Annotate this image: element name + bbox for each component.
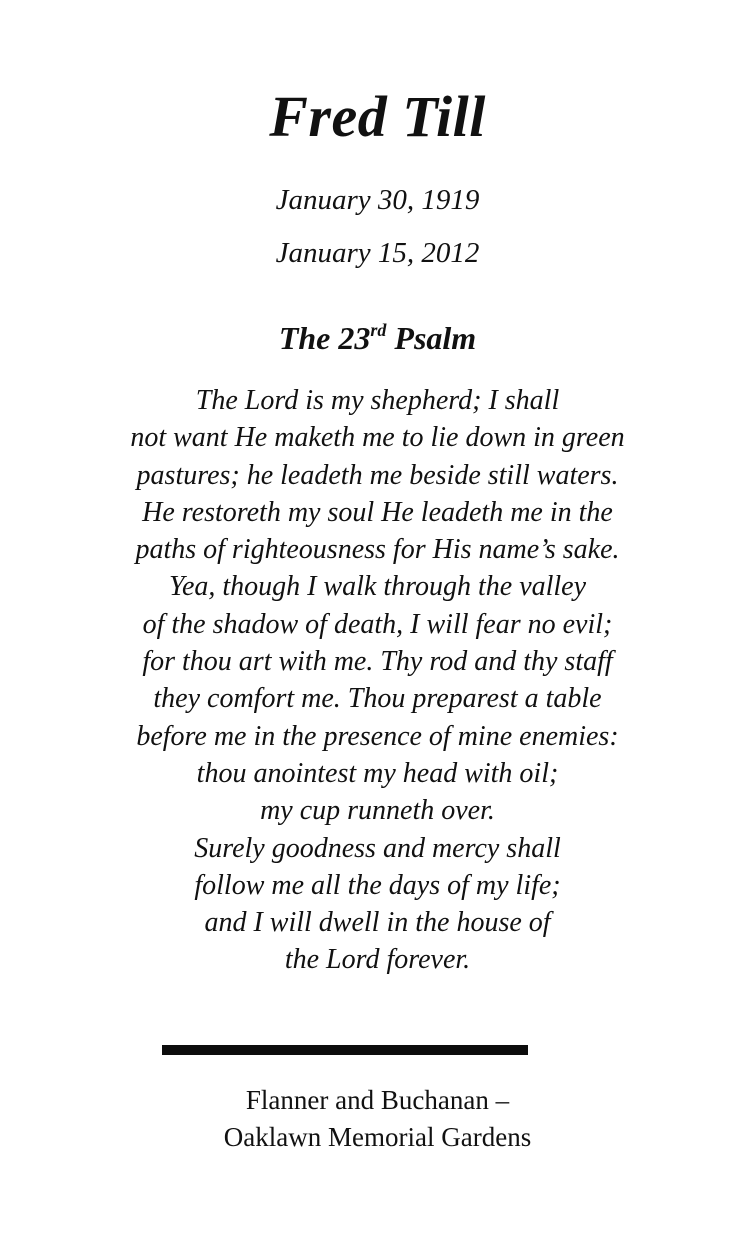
psalm-title-suffix: Psalm xyxy=(386,320,477,356)
psalm-line: follow me all the days of my life; xyxy=(194,869,561,901)
psalm-title xyxy=(0,322,755,354)
psalm-title-ordinal: rd xyxy=(370,320,387,340)
cemetery-name: Oaklawn Memorial Gardens xyxy=(223,1122,532,1152)
psalm-line: not want He maketh me to lie down in green xyxy=(130,422,625,454)
psalm-line: He restoreth my soul He leadeth me in the xyxy=(142,496,613,528)
psalm-line: the Lord forever. xyxy=(284,944,471,976)
psalm-line: before me in the presence of mine enemies: xyxy=(136,720,619,752)
death-date: January 15, 2012 xyxy=(275,237,480,269)
psalm-line: paths of righteousness for His name’s sake. xyxy=(135,534,620,566)
psalm-line: and I will dwell in the house of xyxy=(204,907,551,939)
psalm-line: my cup runneth over. xyxy=(260,795,495,827)
deceased-name: Fred Till xyxy=(269,84,486,149)
psalm-line: for thou art with me. Thy rod and thy staff xyxy=(142,646,613,678)
birth-date: January 30, 1919 xyxy=(275,184,480,216)
psalm-text xyxy=(40,382,715,979)
psalm-line: thou anointest my head with oil; xyxy=(196,757,559,789)
psalm-line: pastures; he leadeth me beside still waters. xyxy=(136,459,619,491)
psalm-line: Yea, though I walk through the valley xyxy=(168,571,587,603)
psalm-line: they comfort me. Thou preparest a table xyxy=(153,683,602,715)
psalm-line: The Lord is my shepherd; I shall xyxy=(195,385,560,416)
divider-rule xyxy=(162,1045,528,1055)
psalm-line: Surely goodness and mercy shall xyxy=(194,832,561,864)
psalm-line: of the shadow of death, I will fear no evil; xyxy=(142,608,613,640)
psalm-title-prefix: The 23 xyxy=(278,320,371,356)
funeral-home-name: Flanner and Buchanan – xyxy=(245,1085,510,1115)
